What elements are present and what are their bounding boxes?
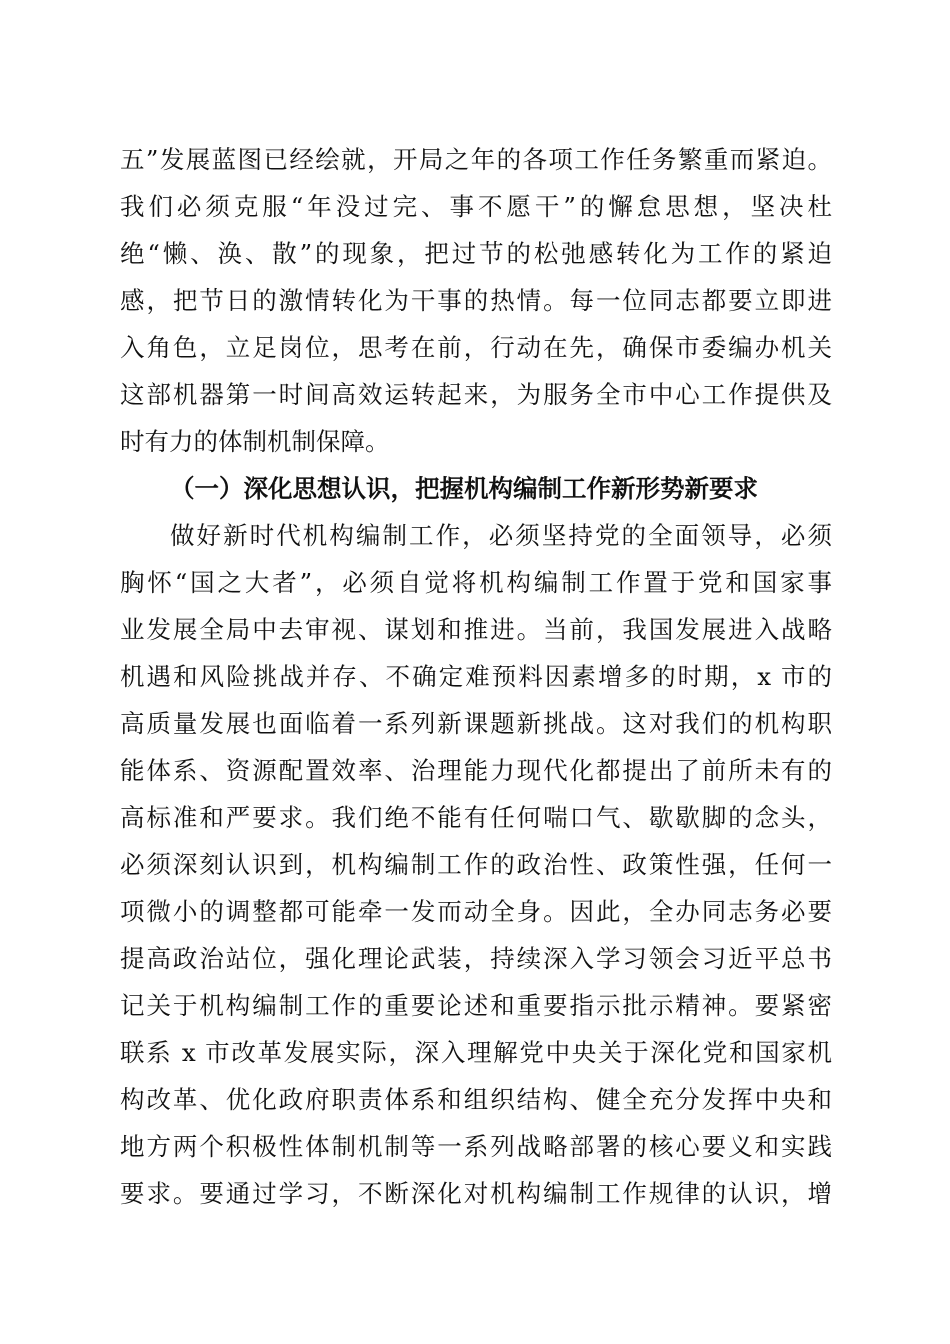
paragraph-line: 这部机器第一时间高效运转起来，为服务全市中心工作提供及: [120, 380, 832, 409]
paragraph-line: 胸怀“国之大者”，必须自觉将机构编制工作置于党和国家事: [120, 568, 832, 597]
paragraph-line: 机遇和风险挑战并存、不确定难预料因素增多的时期，x 市的: [120, 662, 832, 691]
paragraph-line: 时有力的体制机制保障。: [120, 427, 390, 456]
paragraph-line: 能体系、资源配置效率、治理能力现代化都提出了前所未有的: [120, 756, 832, 785]
paragraph-line: 绝“懒、涣、散”的现象，把过节的松弛感转化为工作的紧迫: [120, 239, 832, 268]
paragraph-line: 入角色，立足岗位，思考在前，行动在先，确保市委编办机关: [120, 333, 832, 362]
paragraph-line: 地方两个积极性体制机制等一系列战略部署的核心要义和实践: [120, 1132, 832, 1161]
paragraph-line: 记关于机构编制工作的重要论述和重要指示批示精神。要紧密: [120, 991, 832, 1020]
section-heading: （一）深化思想认识，把握机构编制工作新形势新要求: [170, 474, 758, 503]
paragraph-line: 提高政治站位，强化理论武装，持续深入学习领会习近平总书: [120, 944, 832, 973]
paragraph-line: 联系 x 市改革发展实际，深入理解党中央关于深化党和国家机: [120, 1038, 832, 1067]
paragraph-line: 我们必须克服“年没过完、事不愿干”的懈怠思想，坚决杜: [120, 192, 832, 221]
paragraph-line: 五”发展蓝图已经绘就，开局之年的各项工作任务繁重而紧迫。: [120, 145, 832, 174]
paragraph-line: 感，把节日的激情转化为干事的热情。每一位同志都要立即进: [120, 286, 832, 315]
paragraph-line: 要求。要通过学习，不断深化对机构编制工作规律的认识，增: [120, 1179, 832, 1208]
paragraph-line: 项微小的调整都可能牵一发而动全身。因此，全办同志务必要: [120, 897, 832, 926]
paragraph-line: 做好新时代机构编制工作，必须坚持党的全面领导，必须: [170, 521, 832, 550]
paragraph-line: 构改革、优化政府职责体系和组织结构、健全充分发挥中央和: [120, 1085, 832, 1114]
paragraph-line: 必须深刻认识到，机构编制工作的政治性、政策性强，任何一: [120, 850, 832, 879]
paragraph-line: 业发展全局中去审视、谋划和推进。当前，我国发展进入战略: [120, 615, 832, 644]
paragraph-line: 高质量发展也面临着一系列新课题新挑战。这对我们的机构职: [120, 709, 832, 738]
paragraph-line: 高标准和严要求。我们绝不能有任何喘口气、歇歇脚的念头，: [120, 803, 832, 832]
